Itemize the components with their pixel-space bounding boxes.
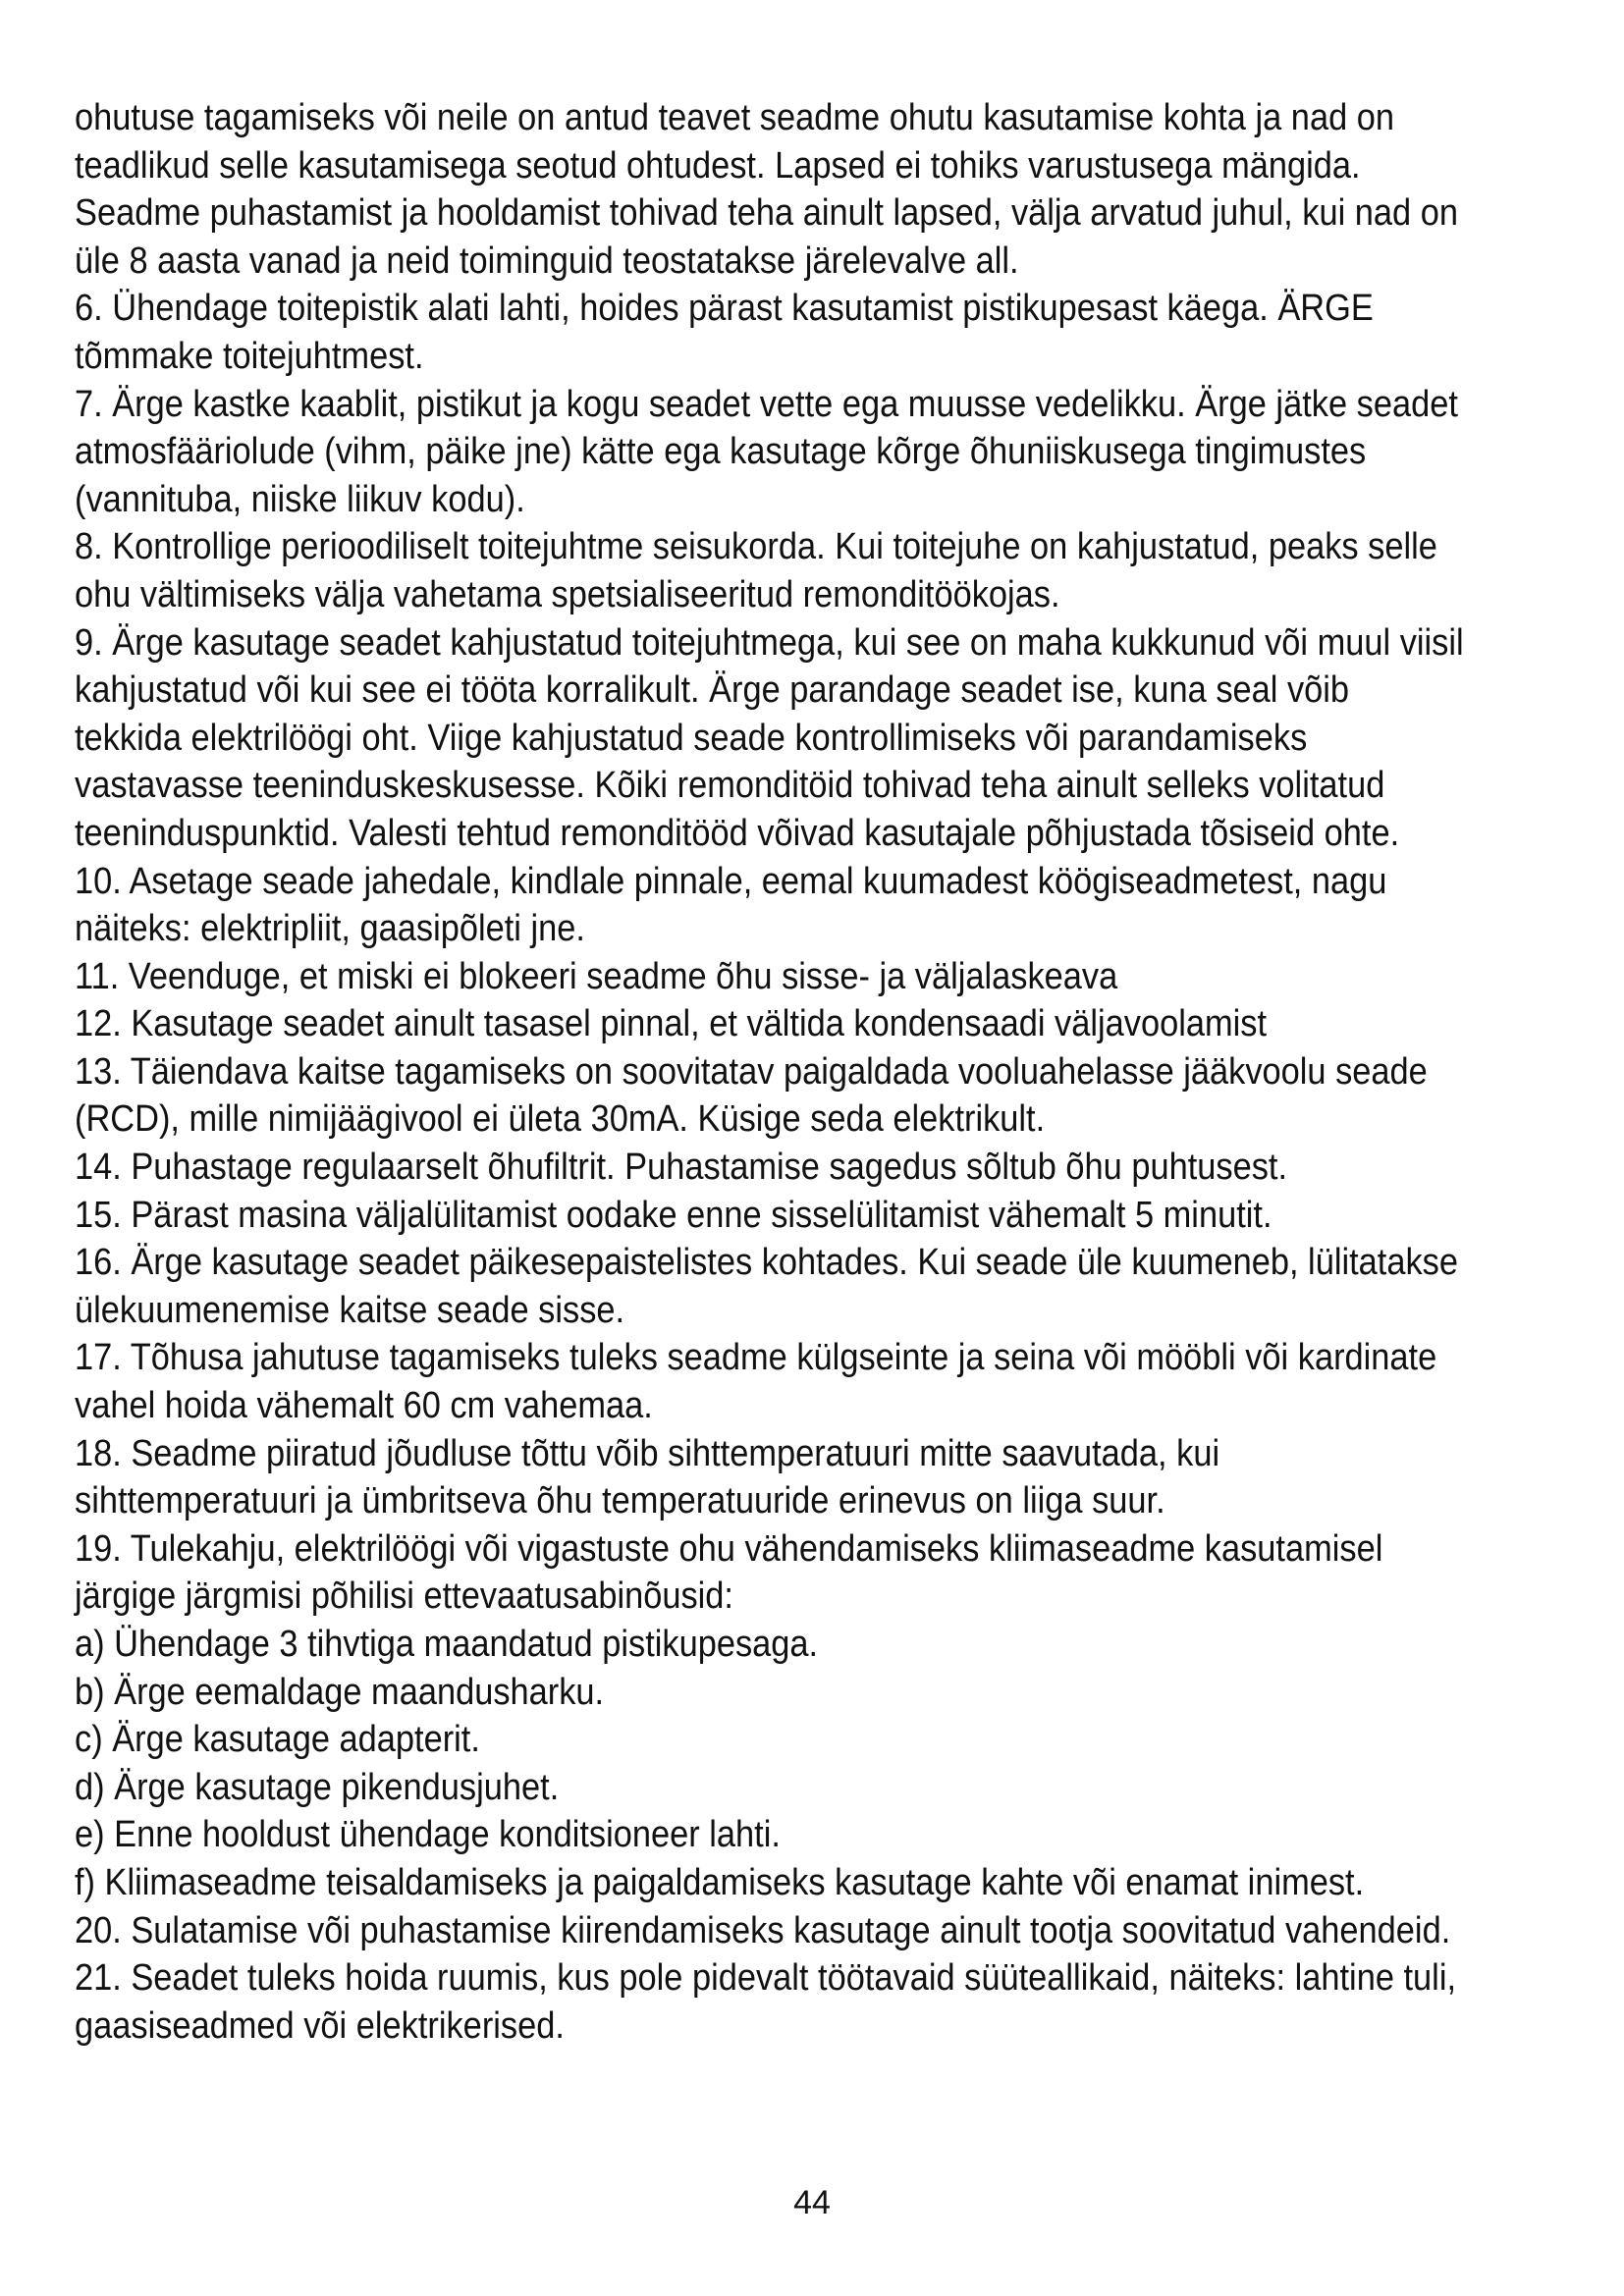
page-number: 44: [793, 2184, 831, 2221]
text-line: atmosfääriolude (vihm, päike jne) kätte ega kasutage kõrge õhuniiskusega tingimustes: [75, 431, 1367, 473]
text-line: 11. Veenduge, et miski ei blokeeri seadme õhu sisse- ja väljalaskeava: [75, 955, 1118, 997]
text-line: 15. Pärast masina väljalülitamist oodake enne sisselülitamist vähemalt 5 minutit.: [75, 1194, 1272, 1236]
text-line: d) Ärge kasutage pikendusjuhet.: [75, 1766, 560, 1808]
document-body: [75, 94, 1464, 2050]
text-line: 13. Täiendava kaitse tagamiseks on soovitatav paigaldada vooluahelasse jääkvoolu seade: [75, 1050, 1428, 1093]
text-line: ülekuumenemise kaitse seade sisse.: [75, 1289, 625, 1331]
text-line: (vannituba, niiske liikuv kodu).: [75, 478, 525, 520]
text-line: vastavasse teeninduskeskusesse. Kõiki remonditöid tohivad teha ainult selleks volitatud: [75, 765, 1385, 807]
text-line: 12. Kasutage seadet ainult tasasel pinnal, et vältida kondensaadi väljavoolamist: [75, 1003, 1268, 1045]
text-line: kahjustatud või kui see ei tööta korralikult. Ärge parandage seadet ise, kuna seal võib: [75, 669, 1350, 712]
text-line: teeninduspunktid. Valesti tehtud remonditööd võivad kasutajale põhjustada tõsiseid ohte.: [75, 812, 1400, 854]
text-line: 10. Asetage seade jahedale, kindlale pinnale, eemal kuumadest köögiseadmetest, nagu: [75, 860, 1387, 902]
text-line: f) Kliimaseadme teisaldamiseks ja paigaldamiseks kasutage kahte või enamat inimest.: [75, 1861, 1365, 1903]
text-line: a) Ühendage 3 tihvtiga maandatud pistikupesaga.: [75, 1624, 819, 1665]
text-line: c) Ärge kasutage adapterit.: [75, 1719, 480, 1761]
text-line: 20. Sulatamise või puhastamise kiirendamiseks kasutage ainult tootja soovitatud vahendeid.: [75, 1909, 1451, 1951]
text-line: b) Ärge eemaldage maandusharku.: [75, 1671, 605, 1713]
text-line: e) Enne hooldust ühendage konditsioneer lahti.: [75, 1814, 781, 1856]
text-line: järgige järgmisi põhilisi ettevaatusabinõusid:: [75, 1575, 733, 1618]
text-line: 7. Ärge kastke kaablit, pistikut ja kogu seadet vette ega muusse vedelikku. Ärge jätke seadet: [75, 383, 1458, 425]
text-line: 17. Tõhusa jahutuse tagamiseks tuleks seadme külgseinte ja seina või mööbli või kardinate: [75, 1337, 1437, 1379]
text-line: 9. Ärge kasutage seadet kahjustatud toitejuhtmega, kui see on maha kukkunud või muul viisil: [75, 621, 1464, 664]
text-line: üle 8 aasta vanad ja neid toiminguid teostatakse järelevalve all.: [75, 240, 1019, 282]
text-line: Seadme puhastamist ja hooldamist tohivad teha ainult lapsed, välja arvatud juhul, kui nad on: [75, 192, 1458, 235]
text-line: 19. Tulekahju, elektrilöögi või vigastuste ohu vähendamiseks kliimaseadme kasutamisel: [75, 1527, 1383, 1570]
text-line: 18. Seadme piiratud jõudluse tõttu võib sihttemperatuuri mitte saavutada, kui: [75, 1432, 1220, 1474]
text-line: teadlikud selle kasutamisega seotud ohtudest. Lapsed ei tohiks varustusega mängida.: [75, 144, 1361, 187]
text-line: 14. Puhastage regulaarselt õhufiltrit. Puhastamise sagedus sõltub õhu puhtusest.: [75, 1147, 1288, 1189]
text-line: 6. Ühendage toitepistik alati lahti, hoides pärast kasutamist pistikupesast käega. ÄRGE: [75, 288, 1374, 330]
text-line: tõmmake toitejuhtmest.: [75, 335, 424, 377]
text-line: sihttemperatuuri ja ümbritseva õhu temperatuuride erinevus on liiga suur.: [75, 1480, 1165, 1522]
text-line: 21. Seadet tuleks hoida ruumis, kus pole pidevalt töötavaid süüteallikaid, näiteks: lahtine tuli,: [75, 1957, 1457, 2000]
text-line: 16. Ärge kasutage seadet päikesepaistelistes kohtades. Kui seade üle kuumeneb, lülitatakse: [75, 1242, 1458, 1284]
text-line: ohu vältimiseks välja vahetama spetsialiseeritud remonditöökojas.: [75, 573, 1060, 615]
text-line: näiteks: elektripliit, gaasipõleti jne.: [75, 908, 585, 950]
text-line: tekkida elektrilöögi oht. Viige kahjustatud seade kontrollimiseks või parandamiseks: [75, 717, 1308, 759]
text-line: vahel hoida vähemalt 60 cm vahemaa.: [75, 1385, 653, 1427]
text-line: (RCD), mille nimijäägivool ei ületa 30mA. Küsige seda elektrikult.: [75, 1098, 1046, 1141]
text-line: gaasiseadmed või elektrikerised.: [75, 2004, 565, 2047]
text-line: 8. Kontrollige perioodiliselt toitejuhtme seisukorda. Kui toitejuhe on kahjustatud, peaks selle: [75, 526, 1437, 568]
text-line: ohutuse tagamiseks või neile on antud teavet seadme ohutu kasutamise kohta ja nad on: [75, 97, 1395, 138]
